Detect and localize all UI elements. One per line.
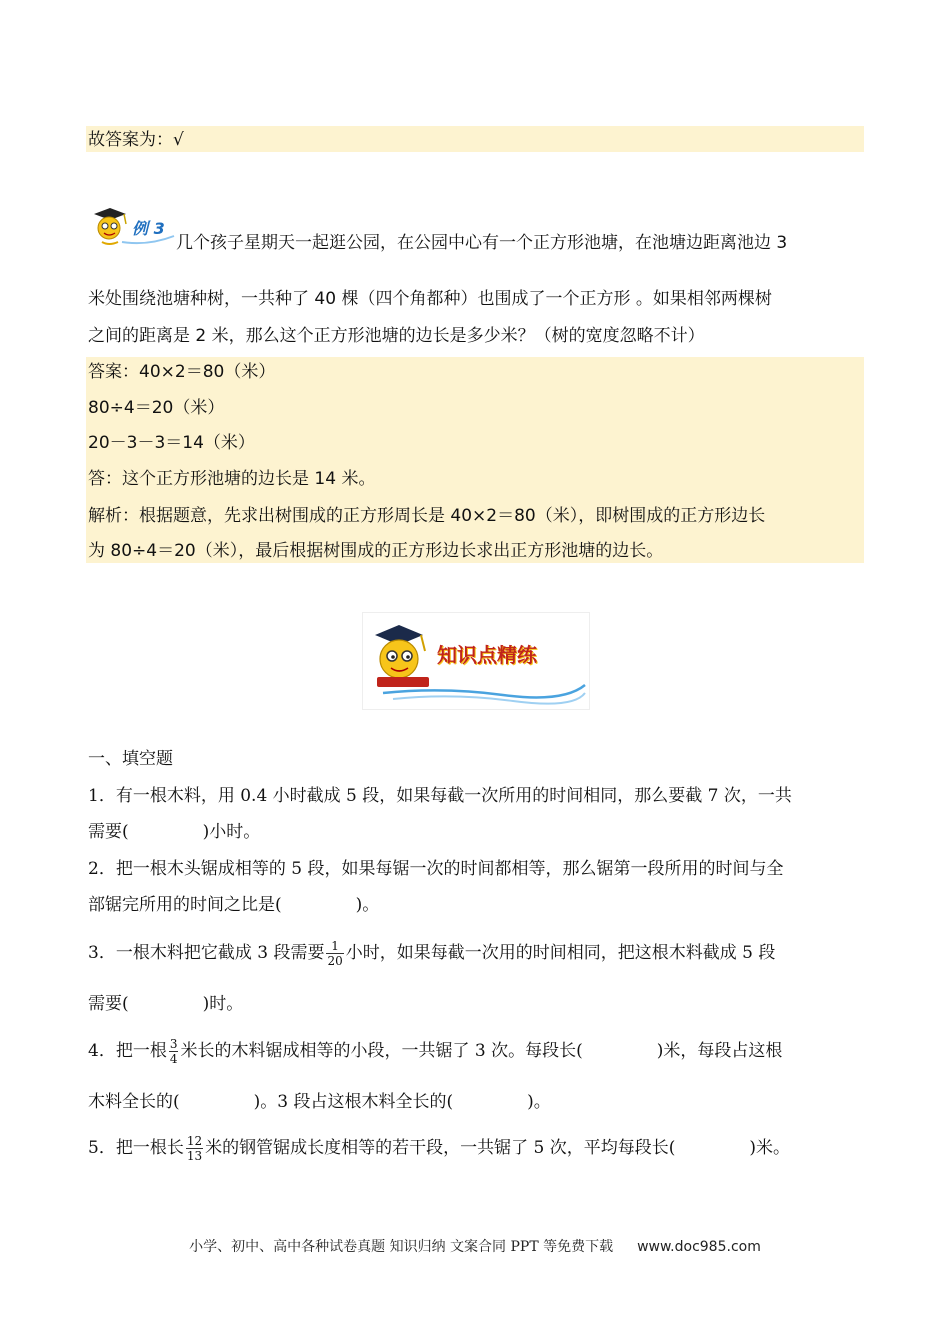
question-5-line-1 xyxy=(88,1130,790,1166)
q5-prefix: 5．把一根长 xyxy=(88,1138,184,1158)
footer-url[interactable]: www.doc985.com xyxy=(637,1239,761,1255)
q4b-part-b: )。3 段占这根木料全长的( xyxy=(253,1092,454,1112)
answer-line-5: 解析：根据题意，先求出树围成的正方形周长是 40×2＝80（米），即树围成的正方形边长 xyxy=(88,506,766,526)
q3-suffix: 小时，如果每截一次用的时间相同，把这根木料截成 5 段 xyxy=(345,943,776,963)
q1-suffix: )小时。 xyxy=(202,822,261,842)
q3b-prefix: 需要( xyxy=(88,994,129,1014)
q4-middle: 米长的木料锯成相等的小段，一共锯了 3 次。每段长( xyxy=(180,1041,583,1061)
q4-suffix: )米，每段占这根 xyxy=(656,1041,783,1061)
question-2-line-1: 2．把一根木头锯成相等的 5 段，如果每锯一次的时间都相等，那么锯第一段所用的时间与全 xyxy=(88,859,784,879)
question-3-line-2 xyxy=(88,992,243,1016)
example-line-3: 之间的距离是 2 米，那么这个正方形池塘的边长是多少米？（树的宽度忽略不计） xyxy=(88,326,705,346)
example-badge-label: 例 3 xyxy=(132,219,165,238)
q1-prefix: 需要( xyxy=(88,822,129,842)
q5-middle: 米的钢管锯成长度相等的若干段，一共锯了 5 次，平均每段长( xyxy=(205,1138,676,1158)
banner-label: 知识点精练 xyxy=(437,643,537,667)
top-answer: 故答案为：√ xyxy=(88,130,184,150)
answer-line-3: 20－3－3＝14（米） xyxy=(88,433,255,453)
q2-suffix: )。 xyxy=(355,895,380,915)
question-4-line-2 xyxy=(88,1090,551,1114)
question-3-line-1 xyxy=(88,935,775,971)
answer-line-4: 答：这个正方形池塘的边长是 14 米。 xyxy=(88,469,376,489)
question-2-line-2 xyxy=(88,893,379,917)
example-line-2: 米处围绕池塘种树，一共种了 40 棵（四个角都种）也围成了一个正方形 。如果相邻两棵树 xyxy=(88,289,772,309)
q3-prefix: 3．一根木料把它截成 3 段需要 xyxy=(88,943,325,963)
q4b-part-a: 木料全长的( xyxy=(88,1092,180,1112)
footer-text: 小学、初中、高中各种试卷真题 知识归纳 文案合同 PPT 等免费下载 xyxy=(189,1239,614,1255)
page-footer xyxy=(0,1236,950,1256)
example-line-1: 几个孩子星期天一起逛公园，在公园中心有一个正方形池塘，在池塘边距离池边 3 xyxy=(176,233,788,253)
answer-line-6: 为 80÷4＝20（米），最后根据树围成的正方形边长求出正方形池塘的边长。 xyxy=(88,541,664,561)
q4-prefix: 4．把一根 xyxy=(88,1041,167,1061)
question-1-line-1: 1．有一根木料，用 0.4 小时截成 5 段，如果每截一次所用的时间相同，那么要截 7 次，一共 xyxy=(88,786,792,806)
question-4-line-1 xyxy=(88,1033,782,1069)
answer-line-1: 答案：40×2＝80（米） xyxy=(88,362,276,382)
fraction-numerator: 1 xyxy=(326,939,343,954)
fraction-1-20 xyxy=(326,939,343,968)
fraction-3-4 xyxy=(169,1037,179,1066)
answer-highlight-top xyxy=(86,126,864,152)
section-title: 一、填空题 xyxy=(88,749,173,769)
question-1-line-2 xyxy=(88,820,260,844)
fraction-12-13 xyxy=(186,1134,203,1163)
answer-line-2: 80÷4＝20（米） xyxy=(88,398,225,418)
fraction-numerator: 3 xyxy=(169,1037,178,1051)
fraction-denominator: 4 xyxy=(169,1052,178,1066)
knowledge-banner xyxy=(362,612,590,710)
fraction-denominator: 20 xyxy=(327,954,343,968)
q3b-suffix: )时。 xyxy=(202,994,244,1014)
fraction-numerator: 12 xyxy=(186,1134,203,1148)
q2-prefix: 部锯完所用的时间之比是( xyxy=(88,895,282,915)
example-badge xyxy=(88,202,176,248)
answer-highlight-block xyxy=(86,357,864,563)
q5-suffix: )米。 xyxy=(749,1138,791,1158)
q4b-part-c: )。 xyxy=(527,1092,551,1112)
fraction-denominator: 13 xyxy=(186,1149,203,1163)
